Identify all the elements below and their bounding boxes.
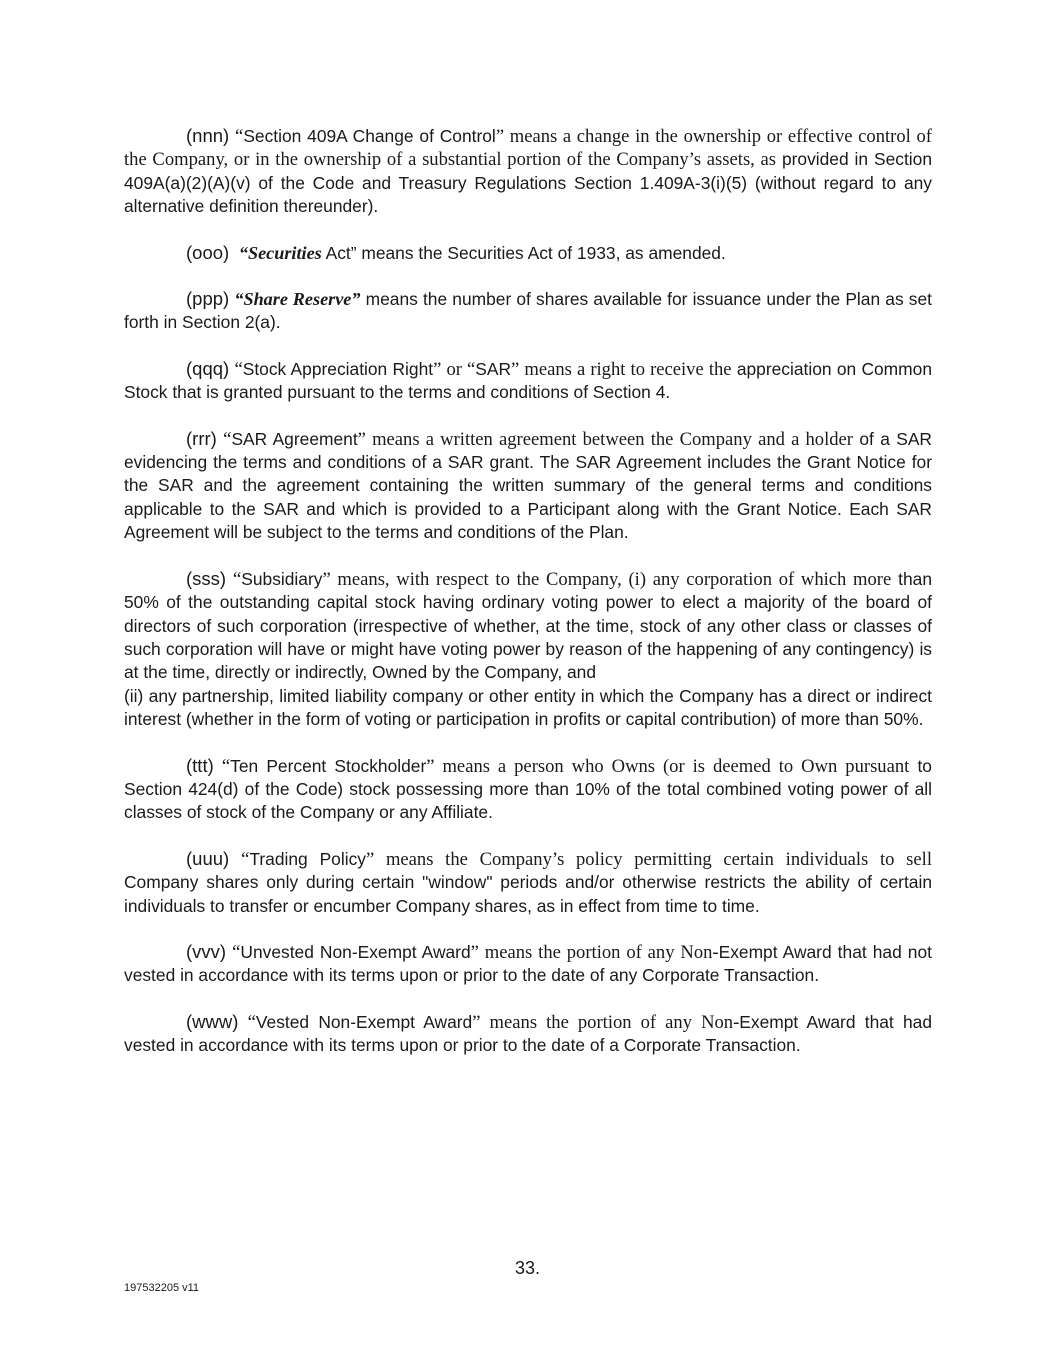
definition-nnn: (nnn) “Section 409A Change of Control” means a change in the ownership or effective control of the Company, or in the ownership of a substantial portion of the Company’s assets, as provided in Section 409A(a)(2)(A)(v) of the Code and Treasury Regulations Section 1.409A-3(i)(5) (without regard to any alternative definition thereunder). [124,125,932,217]
defined-term: Unvested Non-Exempt Award [240,941,471,962]
definition-label: (www) [186,1010,239,1032]
definition-label: (ttt) [186,754,214,776]
definition-vvv: (vvv) “Unvested Non-Exempt Award” means the portion of any Non-Exempt Award that had not vested in accordance with its terms upon or prior to the date of any Corporate Transaction. [124,940,932,986]
definition-label: (uuu) [186,847,230,869]
defined-term: Stock Appreciation Right [242,358,434,379]
definition-rrr: (rrr) “SAR Agreement” means a written agreement between the Company and a holder of a SAR evidencing the terms and conditions of a SAR grant. The SAR Agreement includes the Grant Notice for the SAR and the agreement containing the written summary of the general terms and conditions applicable to the SAR and which is provided to a Participant along with the Grant Notice. Each SAR Agreement will be subject to the terms and conditions of the Plan. [124,427,932,543]
definition-label: (rrr) [186,427,217,449]
definition-label: (ppp) [186,288,230,310]
definition-ppp: (ppp) “Share Reserve” means the number of shares available for issuance under the Plan as set forth in Section 2(a). [124,288,932,333]
definition-sss: (sss) “Subsidiary” means, with respect to the Company, (i) any corporation of which more than 50% of the outstanding capital stock having ordinary voting power to elect a majority of the board of directors of such corporation (irrespective of whether, at the time, stock of any other class or classes of such corporation will have or might have voting power by reason of the happening of any contingency) is at the time, directly or indirectly, Owned by the Company, and (ii) any partnership, limited liability company or other entity in which the Company has a direct or indirect interest (whether in the form of voting or participation in profits or capital contribution) of more than 50%. [124,567,933,730]
defined-term: Vested Non-Exempt Award [255,1011,473,1032]
page-number: 33. [514,1258,541,1278]
definition-label: (sss) [186,567,227,589]
definition-www: (www) “Vested Non-Exempt Award” means the portion of any Non-Exempt Award that had vested in accordance with its terms upon or prior to the date of a Corporate Transaction. [124,1010,932,1056]
defined-term: Section 409A Change of Control [243,126,496,146]
defined-term: Ten Percent Stockholder [230,755,427,776]
defined-term: Trading Policy [249,848,366,869]
definition-uuu: (uuu) “Trading Policy” means the Company’s policy permitting certain individuals to sell Company shares only during certain "window" periods and/or otherwise restricts the ability of certain individuals to transfer or encumber Company shares, as in effect from time to time. [124,847,932,916]
definition-ttt: (ttt) “Ten Percent Stockholder” means a person who Owns (or is deemed to Own pursuant to Section 424(d) of the Code) stock possessing more than 10% of the total combined voting power of all classes of stock of the Company or any Affiliate. [124,754,932,823]
definition-label: (qqq) [186,357,230,379]
definition-label: (vvv) [186,940,227,962]
defined-term: SAR Agreement [231,428,358,449]
defined-term-abbrev: SAR [475,358,512,379]
definition-ooo: (ooo) “Securities Act” means the Securities Act of 1933, as amended. [186,241,726,263]
definition-label: (nnn) [186,125,230,146]
defined-term: “Securities [238,242,322,263]
document-id: 197532205 v11 [124,1282,200,1294]
definition-qqq: (qqq) “Stock Appreciation Right” or “SAR” means a right to receive the appreciation on Common Stock that is granted pursuant to the terms and conditions of Section 4. [124,357,932,403]
document-body [124,124,932,1080]
defined-term: “Share Reserve” [234,289,361,310]
defined-term: Subsidiary [241,568,323,589]
definition-label: (ooo) [186,241,230,263]
